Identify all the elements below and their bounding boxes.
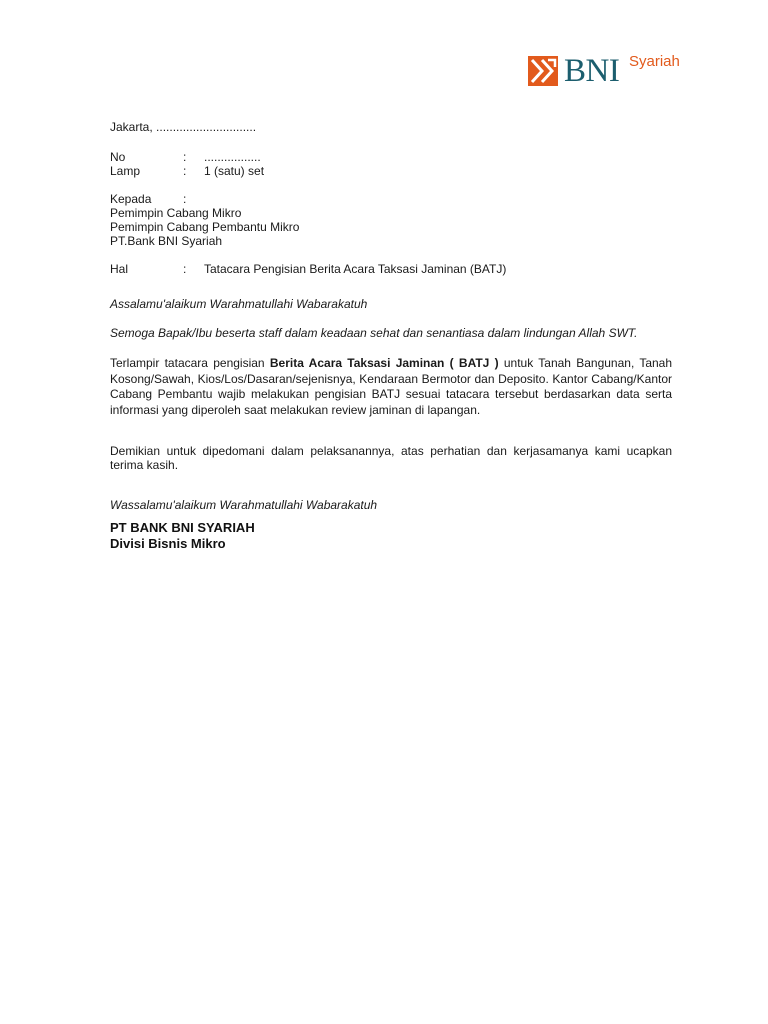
number-row xyxy=(110,150,672,164)
recipient-heading xyxy=(110,192,672,206)
subject-row xyxy=(110,262,672,276)
bni-syariah-logo xyxy=(528,50,680,94)
attachment-row xyxy=(110,164,672,178)
attachment-paragraph-post: untuk Tanah Bangunan, Tanah Kosong/Sawah, Kios/Los/Dasaran/sejenisnya, Kendaraan Bermotor dan Deposito. Kantor Cabang/Kantor Cabang Pembantu wajib melakukan pengisian BATJ sesuai tatacara tersebut berdasarkan data serta informasi yang diperoleh saat melakukan review jaminan di lapangan. xyxy=(110,356,673,417)
recipient-sep: : xyxy=(183,192,187,206)
subject-value: Tatacara Pengisian Berita Acara Taksasi Jaminan (BATJ) xyxy=(204,262,507,276)
letter-body xyxy=(110,120,672,552)
greeting: Assalamu'alaikum Warahmatullahi Wabarakatuh xyxy=(110,297,368,311)
closing-greeting: Wassalamu'alaikum Warahmatullahi Wabarakatuh xyxy=(110,498,378,512)
number-label: No xyxy=(110,150,126,164)
attachment-paragraph-pre: Terlampir tatacara pengisian xyxy=(110,356,270,370)
number-value: ................. xyxy=(204,150,261,164)
recipient-line: Pemimpin Cabang Pembantu Mikro xyxy=(110,220,300,234)
place-date: Jakarta, .............................. xyxy=(110,120,257,134)
logo-brand-text: BNI xyxy=(564,53,620,89)
recipient-line: Pemimpin Cabang Mikro xyxy=(110,206,242,220)
attachment-value: 1 (satu) set xyxy=(204,164,265,178)
bni-emblem-icon xyxy=(528,54,560,88)
attachment-paragraph xyxy=(110,356,672,418)
batj-title: Berita Acara Taksasi Jaminan ( BATJ ) xyxy=(269,356,499,370)
recipient-label: Kepada xyxy=(110,192,152,206)
attachment-sep: : xyxy=(183,164,187,178)
closing-paragraph: Demikian untuk dipedomani dalam pelaksanannya, atas perhatian dan kerjasamanya kami ucapkan terima kasih. xyxy=(110,444,672,472)
number-sep: : xyxy=(183,150,187,164)
attachment-label: Lamp xyxy=(110,164,141,178)
subject-sep: : xyxy=(183,262,187,276)
logo-sub-text: Syariah xyxy=(629,53,680,70)
signature-division: Divisi Bisnis Mikro xyxy=(110,536,226,551)
recipient-line: PT.Bank BNI Syariah xyxy=(110,234,223,248)
subject-label: Hal xyxy=(110,262,129,276)
signature-company: PT BANK BNI SYARIAH xyxy=(110,520,255,535)
opening-paragraph: Semoga Bapak/Ibu beserta staff dalam keadaan sehat dan senantiasa dalam lindungan Allah SWT. xyxy=(110,326,638,340)
